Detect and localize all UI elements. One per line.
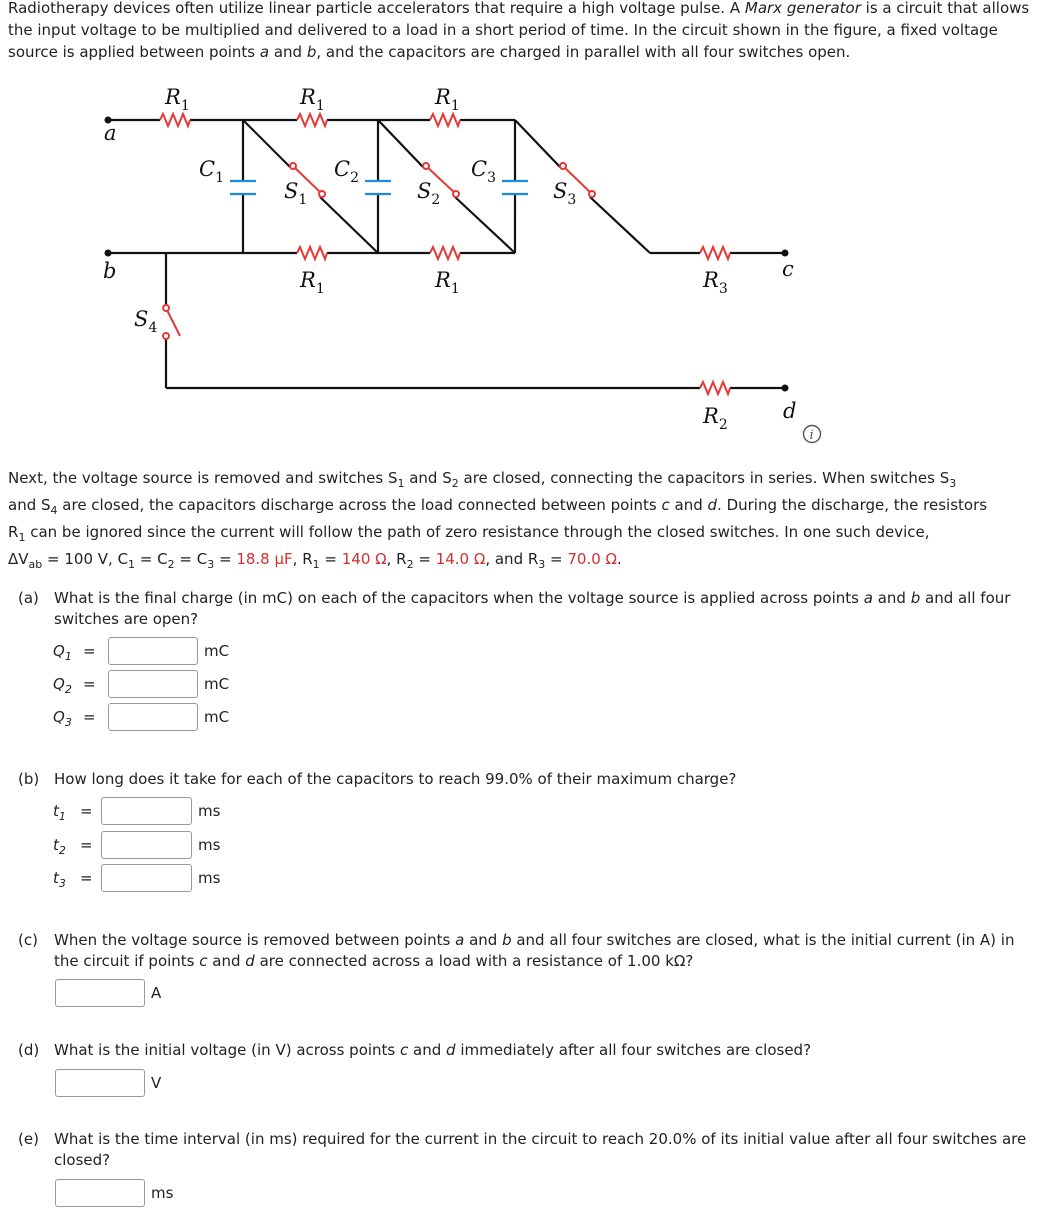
- question-c: (c) When the voltage source is removed between points a and b and all four switches are closed, what is the initial current (in A) in the circuit if points c and d are connected across a load with a resistance of 1.00 kΩ?: [18, 931, 1015, 970]
- var-q1: $Q_1$: [53, 642, 72, 663]
- answer-d: V: [55, 1069, 255, 1097]
- label-c: c: [782, 257, 794, 281]
- answer-c: A: [55, 979, 255, 1007]
- label-c2: $C_2$: [334, 157, 359, 186]
- label-r1-top-1: $R_1$: [165, 85, 190, 114]
- q2-input[interactable]: [108, 670, 198, 698]
- capacitors: [230, 181, 528, 194]
- label-s4: $S_4$: [134, 307, 158, 336]
- label-c1: $C_1$: [199, 157, 224, 186]
- r2-value: 14.0 Ω: [435, 550, 486, 568]
- circuit-diagram: [95, 78, 855, 450]
- capacitance-value: 18.8 µF: [236, 550, 293, 568]
- label-s2: $S_2$: [417, 179, 441, 208]
- label-r1-top-2: $R_1$: [300, 85, 325, 114]
- intro-paragraph: Radiotherapy devices often utilize linear particle accelerators that require a high voltage pulse. A Marx generator is a circuit that allows the input voltage to be multiplied and delivered to a load in a short period of time. In the circuit shown in the figure, a fixed voltage source is applied between points a and b, and the capacitors are charged in parallel with all four switches open.: [8, 0, 1030, 61]
- answer-row-t3: $t_3$ = ms: [53, 864, 253, 892]
- var-q3: $Q_3$: [53, 708, 72, 729]
- voltage-input[interactable]: [55, 1069, 145, 1097]
- label-s1: $S_1$: [284, 179, 308, 208]
- t3-input[interactable]: [101, 864, 192, 892]
- label-b: b: [103, 259, 117, 283]
- answer-row-q3: $Q_3$ = mC: [53, 703, 253, 731]
- terminal-c: [782, 250, 789, 257]
- r1-value: 140 Ω: [341, 550, 387, 568]
- terminal-b: [105, 250, 112, 257]
- question-e: (e) What is the time interval (in ms) required for the current in the circuit to reach 20.0% of its initial value after all four switches are closed?: [18, 1130, 1027, 1169]
- current-input[interactable]: [55, 979, 145, 1007]
- var-q2: $Q_2$: [53, 675, 72, 696]
- figure-labels: [103, 85, 796, 433]
- label-r1-bottom-1: $R_1$: [300, 268, 325, 297]
- label-r2: $R_2$: [703, 404, 728, 433]
- next-paragraph: Next, the voltage source is removed and switches $S_1$ and $S_2$ are closed, connecting the capacitors in series. When switches $S_3$ and $S_4$ are closed, the capacitors discharge across the load connected between points c and d. During the discharge, the resistors $R_1$ can be ignored since the current will follow the path of zero resistance through the closed switches. In one such device, $\Delta V_{ab} = 100$ V, $C_1 = C_2 = C_3 = 18.8$ µF, $R_1 = 140$ Ω, $R_2 = 14.0$ Ω, and $R_3 = 70.0$ Ω.: [8, 469, 988, 571]
- t2-input[interactable]: [101, 831, 192, 859]
- resistor-r1-top-3: [430, 114, 460, 126]
- answer-row-t2: $t_2$ = ms: [53, 831, 253, 859]
- resistor-r3: [700, 247, 730, 259]
- resistor-r1-top-1: [160, 114, 190, 126]
- question-b: (b) How long does it take for each of the capacitors to reach 99.0% of their maximum charge?: [18, 770, 737, 788]
- time-interval-input[interactable]: [55, 1179, 145, 1207]
- label-r3: $R_3$: [703, 268, 728, 297]
- answer-row-q2: $Q_2$ = mC: [53, 670, 253, 698]
- svg-text:i: i: [809, 428, 814, 443]
- answer-row-q1: $Q_1$ = mC: [53, 637, 253, 665]
- question-d: (d) What is the initial voltage (in V) across points c and d immediately after all four switches are closed?: [18, 1041, 812, 1059]
- t1-input[interactable]: [101, 797, 192, 825]
- answer-row-t1: $t_1$ = ms: [53, 797, 253, 825]
- label-r1-top-3: $R_1$: [435, 85, 460, 114]
- switch-s4: [163, 305, 180, 339]
- q1-input[interactable]: [108, 637, 198, 665]
- resistor-r2: [700, 382, 730, 394]
- var-t1: $t_1$: [53, 802, 66, 823]
- label-s3: $S_3$: [553, 179, 577, 208]
- var-t2: $t_2$: [53, 836, 66, 857]
- resistor-r1-top-2: [297, 114, 327, 126]
- question-a: (a) What is the final charge (in mC) on each of the capacitors when the voltage source is applied across points a and b and all four switches are open?: [18, 589, 1011, 628]
- info-icon[interactable]: [804, 426, 821, 444]
- terminal-d: [782, 385, 789, 392]
- label-a: a: [104, 121, 117, 145]
- label-r1-bottom-2: $R_1$: [435, 268, 460, 297]
- label-c3: $C_3$: [471, 157, 496, 186]
- resistor-r1-bottom-2: [430, 247, 460, 259]
- answer-e: ms: [55, 1179, 255, 1207]
- q3-input[interactable]: [108, 703, 198, 731]
- resistor-r1-bottom-1: [297, 247, 327, 259]
- label-d: d: [783, 399, 797, 423]
- var-t3: $t_3$: [53, 869, 66, 890]
- r3-value: 70.0 Ω: [567, 550, 618, 568]
